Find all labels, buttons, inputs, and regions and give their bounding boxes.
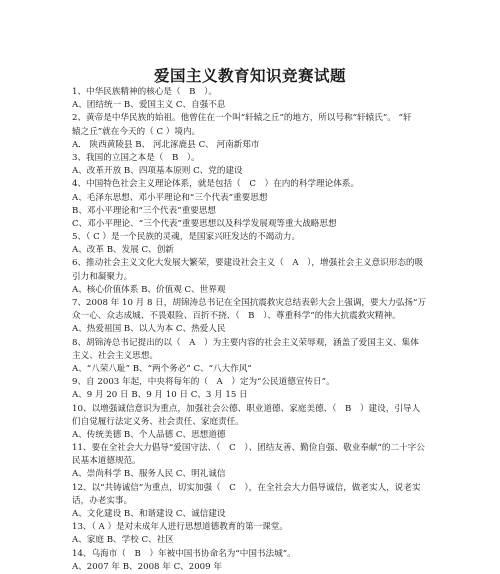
text-line: A、“八荣八耻” B、“两个务必” C、“八大作风” xyxy=(72,363,252,374)
text-line: 7、2008 年 10 月 8 日，胡锦涛总书记在全国抗震救灾总结表彰大会上强调，要大力弘扬“万 xyxy=(72,298,426,308)
text-line: 引力和凝聚力。 xyxy=(72,271,133,282)
text-line: A、家庭 B、学校 C、社区 xyxy=(72,535,174,546)
text-line: C、邓小平理论、“三个代表”重要思想以及科学发展观等重大战略思想 xyxy=(72,218,337,229)
text-line: A． 陕西黄陵县 B、 河北涿鹿县 C、 河南新郑市 xyxy=(72,139,260,150)
text-line: A、文化建设 B、和谐建设 C、诚信建设 xyxy=(72,509,226,519)
text-line: A、热爱祖国 B、以人为本 C、热爱人民 xyxy=(72,324,226,335)
text-line: 话，办老实事。 xyxy=(72,495,133,506)
text-line: 民基本道德规范。 xyxy=(72,456,141,467)
text-line: A、9 月 20 日 B、9 月 10 日 C、3 月 15 日 xyxy=(72,390,248,401)
text-line: A、改革 B、发展 C、创新 xyxy=(72,245,174,256)
text-line: 9、自 2003 年起，中央将每年的（ A ）定为“公民道德宣传日”。 xyxy=(72,377,335,388)
text-line: 主义、社会主义思想。 xyxy=(72,350,158,361)
text-line: A、改革开放 B、四项基本原则 C、党的建设 xyxy=(72,166,243,177)
text-line: 2、黄帝是中华民族的始祖。他曾住在一个叫“轩辕之丘”的地方，所以号称“轩辕氏”。 “轩 xyxy=(72,113,412,124)
text-line: 们自觉履行法定义务、社会责任、家庭责任。 xyxy=(72,416,244,427)
text-line: A、传统美德 B、个人品德 C、思想道德 xyxy=(72,429,226,440)
text-line: 5、（ C ）是一个民族的灵魂，是国家兴旺发达的不竭动力。 xyxy=(72,232,301,243)
text-line: 1、中华民族精神的核心是（ B ）。 xyxy=(72,87,217,97)
page-title: 爱国主义教育知识竞赛试题 xyxy=(153,67,346,85)
text-line: 10、以增强诚信意识为重点，加强社会公德、职业道德、家庭美德、（ B ）建设，引导人 xyxy=(72,403,421,414)
text-line: A、毛泽东思想、邓小平理论和“三个代表”重要思想 xyxy=(72,192,268,203)
text-line: 3、我国的立国之本是（ B ）。 xyxy=(72,152,200,163)
text-line: 14、乌海市（ B ）年被中国书协命名为“中国书法城”。 xyxy=(72,548,296,559)
text-line: A、核心价值体系 B、价值观 C、世界观 xyxy=(72,284,226,295)
text-line: 6、推动社会主义文化大发展大繁荣，要建设社会主义（ A ），增强社会主义意识形态的吸 xyxy=(72,258,424,269)
text-line: 12、以“共铸诚信”为重点，切实加强（ C ），在全社会大力倡导诚信，做老实人，说老实 xyxy=(72,482,421,493)
text-line: 辕之丘”就在今天的（ C ）境内。 xyxy=(72,126,201,137)
text-line: A、崇尚科学 B、服务人民 C、明礼诚信 xyxy=(72,469,226,480)
text-line: 4、中国特色社会主义理论体系，就是包括（ C ）在内的科学理论体系。 xyxy=(72,179,360,190)
text-line: A、2007 年 B、2008 年 C、2009 年 xyxy=(72,561,222,572)
text-line: 13、（ A ）是对未成年人进行思想道德教育的第一课堂。 xyxy=(72,522,288,533)
text-line: A、团结统一 B、爱国主义 C、自强不息 xyxy=(72,100,226,111)
text-line: B、邓小平理论和“三个代表”重要思想 xyxy=(72,205,217,216)
text-line: 8、胡锦涛总书记提出的以（ A ）为主要内容的社会主义荣辱观，涵盖了爱国主义、集体 xyxy=(72,337,419,348)
text-line: 众一心、众志成城、不畏艰险、百折不挠、（ B ）、尊重科学”的伟大抗震救灾精神。 xyxy=(72,311,401,322)
quiz-body xyxy=(72,86,444,574)
text-line: 11、要在全社会大力倡导“爱国守法、（ C ）、团结友善、勤俭自强、敬业奉献”的二十字公 xyxy=(72,443,425,454)
